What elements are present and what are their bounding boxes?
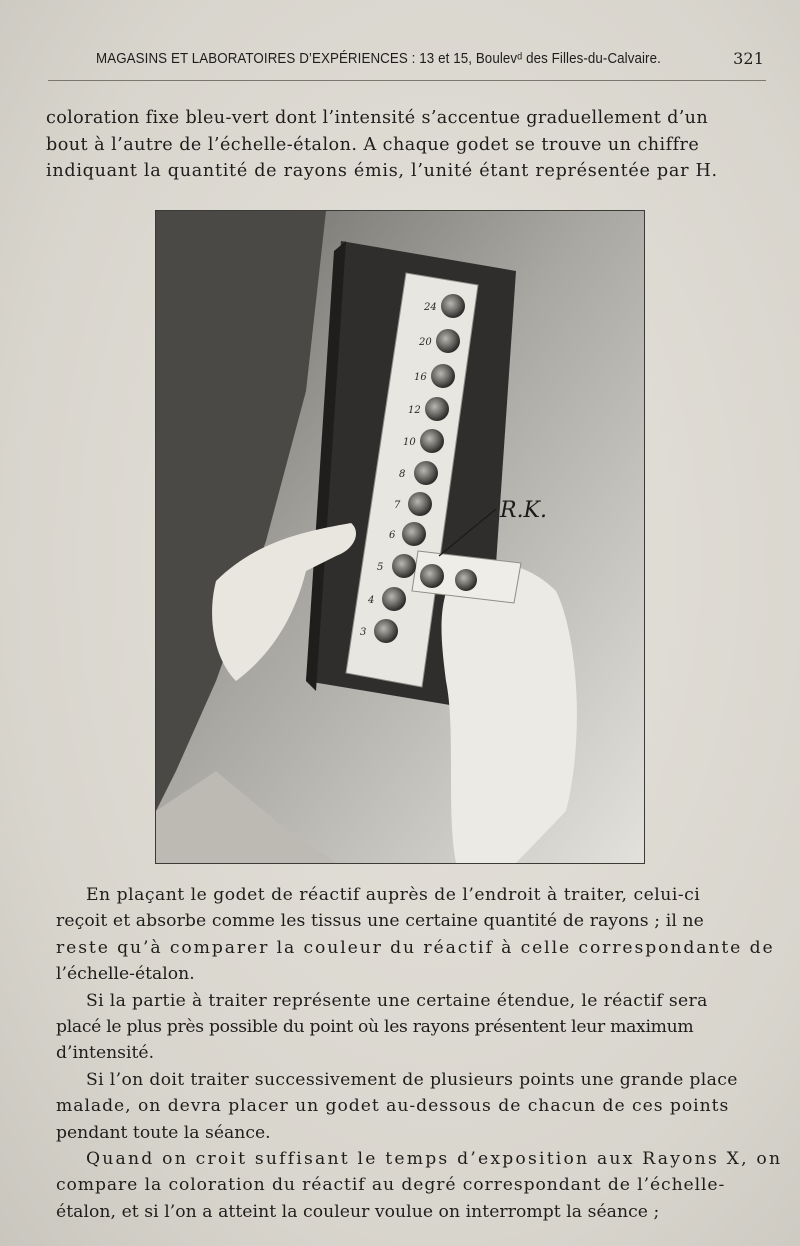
text-line: En plaçant le godet de réactif auprès de l’endroit à traiter, celui-ci (86, 885, 701, 905)
annotation-label: R.K. (500, 498, 547, 523)
text-line: d’intensité. (56, 1043, 155, 1064)
text-line: l’échelle-étalon. (56, 964, 195, 985)
text-line: Si l’on doit traiter successivement de plusieurs points une grande place (86, 1069, 738, 1090)
scale-number: 6 (389, 530, 396, 541)
scale-number: 10 (403, 437, 416, 448)
text-line: coloration fixe bleu-vert dont l’intensité s’accentue graduellement d’un (46, 108, 709, 128)
header-rule (48, 80, 766, 81)
text-line: Si la partie à traiter représente une certaine étendue, le réactif sera (86, 990, 708, 1011)
text-line: étalon, et si l’on a atteint la couleur voulue on interrompt la séance ; (56, 1201, 660, 1222)
text-line: bout à l’autre de l’échelle-étalon. A chaque godet se trouve un chiffre (46, 134, 700, 155)
scale-number: 5 (377, 562, 384, 573)
scale-number: 20 (419, 337, 432, 348)
paragraph (26, 1146, 783, 1225)
text-line: Quand on croit suffisant le temps d’exposition aux Rayons X, on (86, 1149, 783, 1170)
scale-number: 16 (414, 372, 427, 383)
paragraph (26, 988, 766, 1067)
reagent-scale-photo (156, 211, 644, 863)
intro-paragraph (46, 105, 764, 185)
paragraph (26, 1067, 766, 1146)
scale-number: 24 (424, 302, 437, 313)
photograph-figure (155, 210, 645, 864)
text-line: malade, on devra placer un godet au-dessous de chacun de ces points (56, 1096, 730, 1117)
text-line: reste qu’à comparer la couleur du réactif à celle correspondante de (56, 937, 775, 958)
page-number: 321 (733, 49, 764, 68)
text-line: placé le plus près possible du point où les rayons présentent leur maximum (56, 1017, 694, 1038)
scale-number: 4 (368, 595, 375, 606)
scale-number: 7 (394, 500, 401, 511)
running-head-title: MAGASINS ET LABORATOIRES D’EXPÉRIENCES : 13 et 15, Boulevᵈ des Filles-du-Calvaire. (96, 51, 661, 67)
text-line: compare la coloration du réactif au degré correspondant de l’échelle- (56, 1175, 726, 1196)
scale-number: 12 (408, 405, 421, 416)
running-head (96, 47, 764, 73)
text-line: reçoit et absorbe comme les tissus une certaine quantité de rayons ; il ne (56, 911, 704, 932)
body-text (26, 882, 783, 1225)
scale-number: 8 (399, 469, 406, 480)
paragraph (26, 882, 775, 988)
text-line: pendant toute la séance. (56, 1122, 271, 1143)
text-line: indiquant la quantité de rayons émis, l’unité étant représentée par H. (46, 161, 718, 181)
scale-number: 3 (360, 627, 367, 638)
